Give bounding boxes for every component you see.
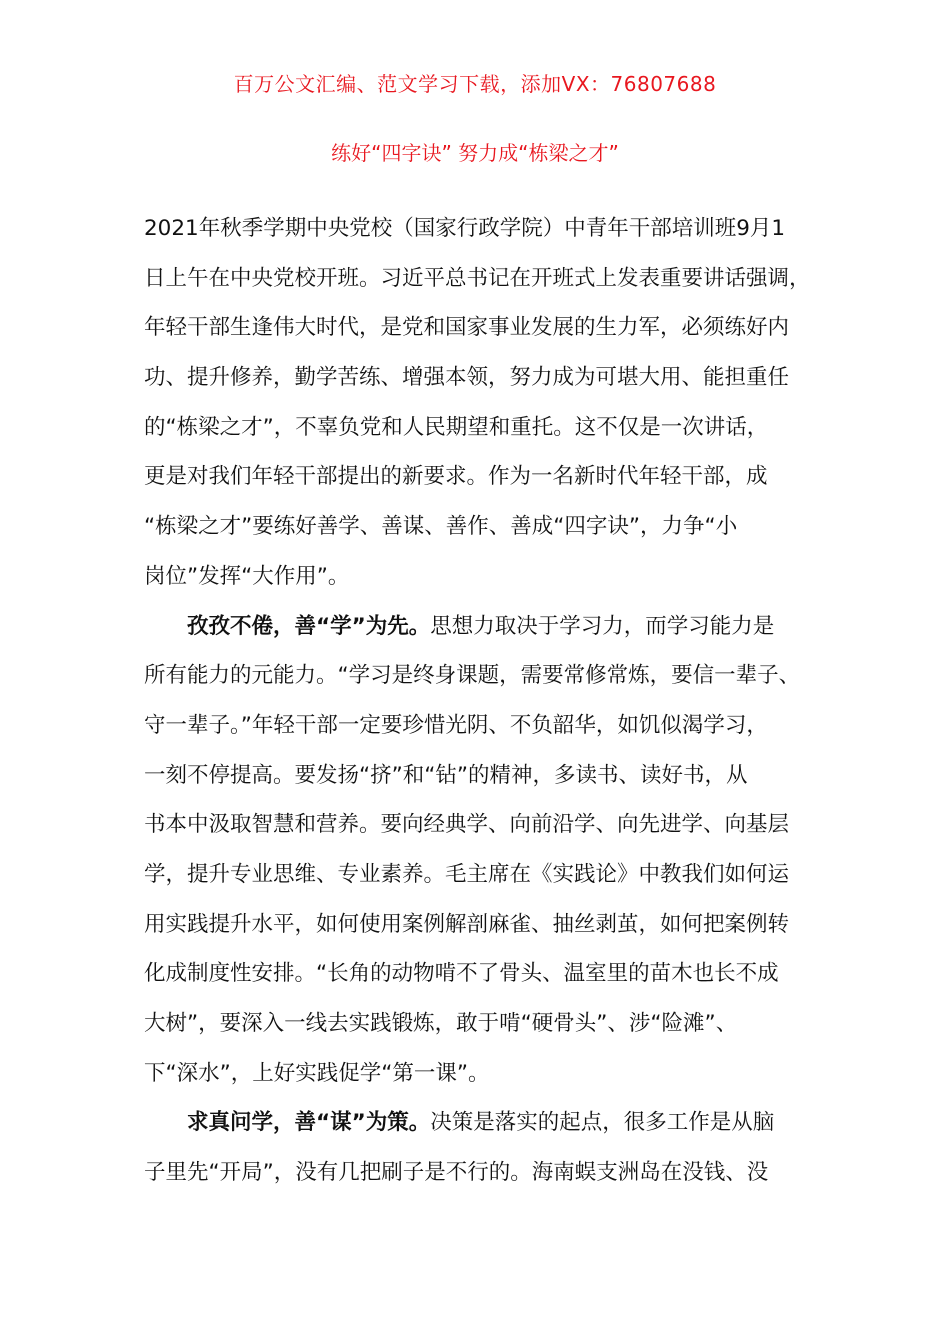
body-line: 2021年秋季学期中央党校（国家行政学院）中青年干部培训班9月1 xyxy=(144,216,786,241)
body-line: 书本中汲取智慧和营养。要向经典学、向前沿学、向先进学、向基层 xyxy=(144,812,790,838)
header-notice: 百万公文汇编、范文学习下载，添加VX：76807688 xyxy=(233,72,717,96)
body-line: 所有能力的元能力。“学习是终身课题，需要常修常炼，要信一辈子、 xyxy=(144,663,801,689)
body-line: 更是对我们年轻干部提出的新要求。作为一名新时代年轻干部，成 xyxy=(144,464,768,490)
body-line: 化成制度性安排。“长角的动物啃不了骨头、温室里的苗木也长不成 xyxy=(144,961,779,987)
paragraph-lead-line xyxy=(144,602,812,652)
body-line: 一刻不停提高。要发扬“挤”和“钻”的精神，多读书、读好书，从 xyxy=(144,762,748,788)
body-line-text: 思想力取决于学习力，而学习能力是 xyxy=(430,613,775,639)
paragraph-heading: 孜孜不倦，善“学”为先。 xyxy=(187,613,431,639)
body-line: 子里先“开局”，没有几把刷子是不行的。海南蜈支洲岛在没钱、没 xyxy=(144,1160,769,1186)
body-line: 日上午在中央党校开班。习近平总书记在开班式上发表重要讲话强调， xyxy=(144,265,811,291)
body-line: 的“栋梁之才”，不辜负党和人民期望和重托。这不仅是一次讲话， xyxy=(144,414,769,440)
article-body xyxy=(144,204,812,1198)
body-line: 功、提升修养，勤学苦练、增强本领，努力成为可堪大用、能担重任 xyxy=(144,365,790,391)
body-line: 岗位”发挥“大作用”。 xyxy=(144,563,350,589)
body-line: 年轻干部生逢伟大时代，是党和国家事业发展的生力军，必须练好内 xyxy=(144,315,790,341)
page-title: 练好“四字诀” 努力成“栋梁之才” xyxy=(331,141,619,165)
body-line: “栋梁之才”要练好善学、善谋、善作、善成“四字诀”，力争“小 xyxy=(144,514,738,540)
paragraph-lead-line xyxy=(144,1098,812,1148)
body-line: 守一辈子。”年轻干部一定要珍惜光阴、不负韶华，如饥似渴学习， xyxy=(144,712,768,738)
body-line: 大树”，要深入一线去实践锻炼，敢于啃“硬骨头”、涉“险滩”、 xyxy=(144,1011,738,1036)
body-line: 下“深水”，上好实践促学“第一课”。 xyxy=(144,1060,490,1086)
body-line-text: 决策是落实的起点，很多工作是从脑 xyxy=(430,1110,775,1136)
paragraph-heading: 求真问学，善“谋”为策。 xyxy=(187,1110,431,1136)
body-line: 用实践提升水平，如何使用案例解剖麻雀、抽丝剥茧，如何把案例转 xyxy=(144,911,790,937)
body-line: 学，提升专业思维、专业素养。毛主席在《实践论》中教我们如何运 xyxy=(144,861,790,887)
